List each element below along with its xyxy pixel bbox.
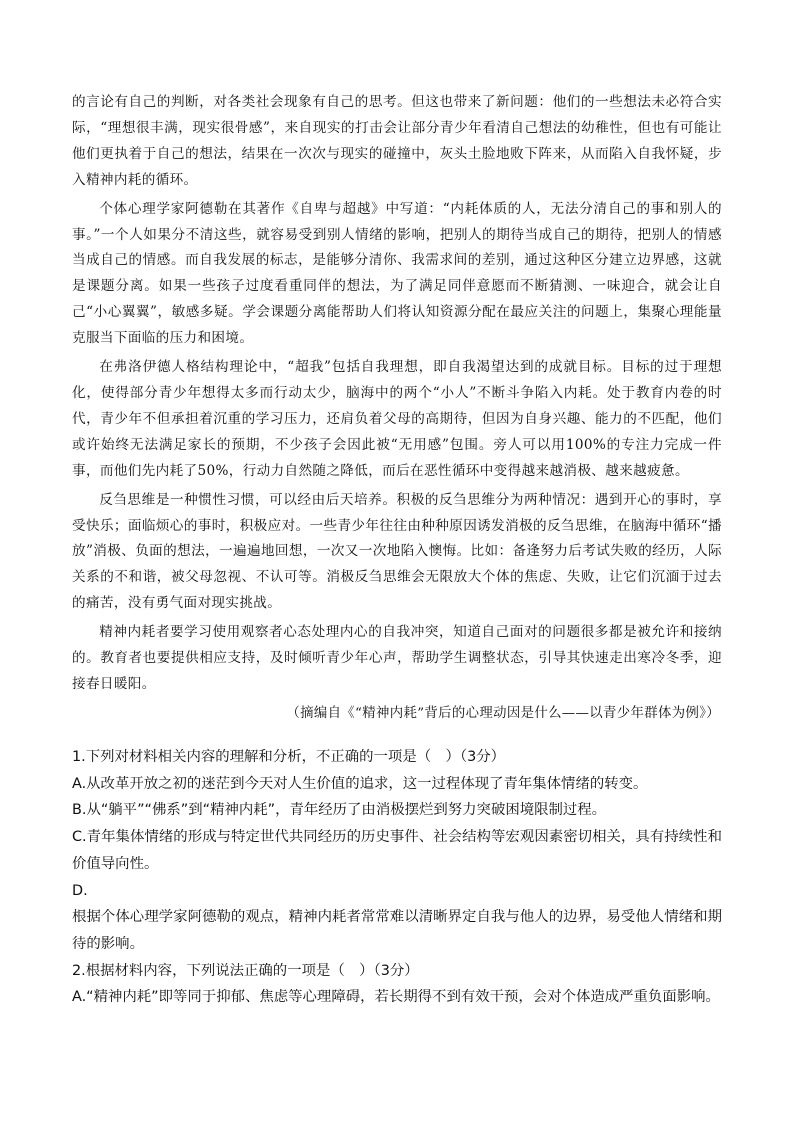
question-1-option-d-label: D. bbox=[72, 882, 88, 899]
question-1-option-b: B.从“躺平”“佛系”到“精神内耗”，青年经历了由消极摆烂到努力突破困境限制过程。 bbox=[72, 802, 607, 819]
reading-passage bbox=[72, 90, 722, 726]
passage-paragraph-5: 精神内耗者要学习使用观察者心态处理内心的自我冲突，知道自己面对的问题很多都是被允许和接纳的。教育者也要提供相应支持，及时倾听青少年心声，帮助学生调整状态，引导其快速走出寒冷冬季，迎接春日暖阳。 bbox=[72, 624, 722, 692]
question-1-option-a: A.从改革开放之初的迷茫到今天对人生价值的追求，这一过程体现了青年集体情绪的转变。 bbox=[72, 775, 648, 792]
passage-paragraph-1: 的言论有自己的判断，对各类社会现象有自己的思考。但这也带来了新问题：他们的一些想法未必符合实际，“理想很丰满，现实很骨感”，来自现实的打击会让部分青少年看清自己想法的幼稚性，但也有可能让他们更执着于自己的想法，结果在一次次与现实的碰撞中，灰头土脸地败下阵来，从而陷入自我怀疑，步入精神内耗的循环。 bbox=[72, 94, 722, 188]
passage-paragraph-3: 在弗洛伊德人格结构理论中，“超我”包括自我理想，即自我渴望达到的成就目标。目标的过于理想化，使得部分青少年想得太多而行动太少，脑海中的两个“小人”不断斗争陷入内耗。处于教育内卷的时代，青少年不但承担着沉重的学习压力，还肩负着父母的高期待，但因为自身兴趣、能力的不匹配，他们或许始终无法满足家长的预期，不少孩子会因此被“无用感”包围。旁人可以用100%的专注力完成一件事，而他们先内耗了50%，行动力自然随之降低，而后在恶性循环中变得越来越消极、越来越疲惫。 bbox=[72, 359, 722, 479]
question-1-option-d-text: 根据个体心理学家阿德勒的观点，精神内耗者常常难以清晰界定自我与他人的边界，易受他人情绪和期待的影响。 bbox=[72, 909, 722, 952]
question-2-option-a: A.“精神内耗”即等同于抑郁、焦虑等心理障碍，若长期得不到有效干预，会对个体造成严重负面影响。 bbox=[72, 989, 720, 1006]
question-1-option-c: C.青年集体情绪的形成与特定世代共同经历的历史事件、社会结构等宏观因素密切相关，具有持续性和价值导向性。 bbox=[72, 829, 722, 872]
question-section bbox=[72, 744, 722, 1011]
passage-paragraph-4: 反刍思维是一种惯性习惯，可以经由后天培养。积极的反刍思维分为两种情况：遇到开心的事时，享受快乐；面临烦心的事时，积极应对。一些青少年往往由种种原因诱发消极的反刍思维，在脑海中循环“播放”消极、负面的想法，一遍遍地回想，一次又一次地陷入懊悔。比如：备逢努力后考试失败的经历，人际关系的不和谐，被父母忽视、不认可等。消极反刍思维会无限放大个体的焦虑、失败，让它们沉湎于过去的痛苦，没有勇气面对现实挑战。 bbox=[72, 491, 722, 612]
passage-paragraph-2: 个体心理学家阿德勒在其著作《自卑与超越》中写道：“内耗体质的人，无法分清自己的事和别人的事。”一个人如果分不清这些，就容易受到别人情绪的影响，把别人的期待当成自己的期待，把别人的情感当成自己的情感。而自我发展的标志，是能够分清你、我需求间的差别，通过这种区分建立边界感，这就是课题分离。如果一些孩子过度看重同伴的想法，为了满足同伴意愿而不断猜测、一味迎合，就会让自己“小心翼翼”，敏感多疑。学会课题分离能帮助人们将认知资源分配在最应关注的问题上，集聚心理能量克服当下面临的压力和困境。 bbox=[72, 200, 722, 347]
question-2-stem: 2.根据材料内容，下列说法正确的一项是（ ）（3分） bbox=[72, 962, 419, 979]
source-citation: （摘编自《“精神内耗”背后的心理动因是什么——以青少年群体为例》） bbox=[286, 705, 720, 721]
question-1-stem: 1.下列对材料相关内容的理解和分析，不正确的一项是（ ）（3分） bbox=[72, 749, 506, 765]
